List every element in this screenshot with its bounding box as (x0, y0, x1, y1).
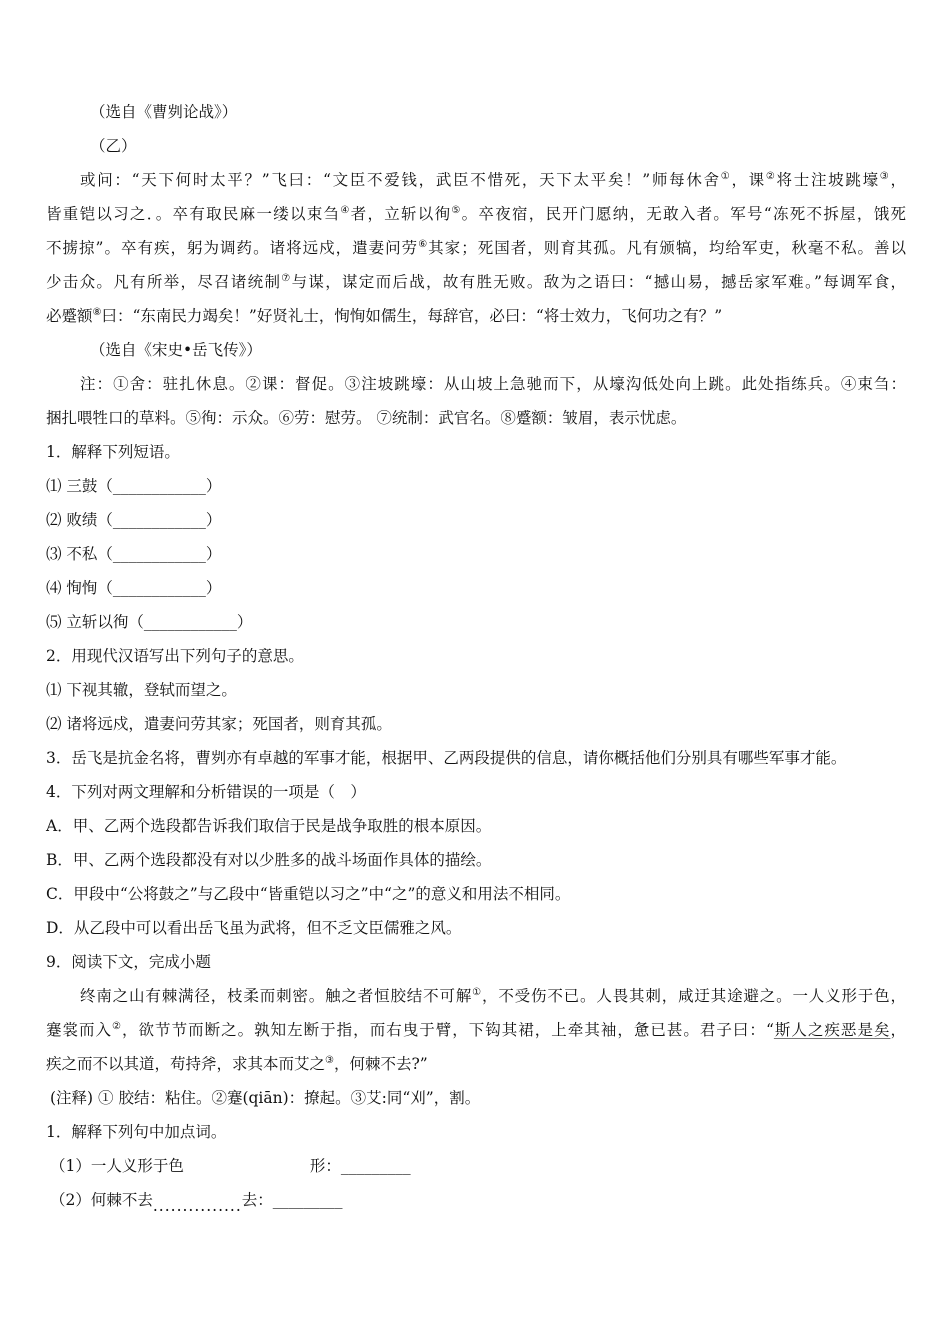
text-line (46, 265, 906, 299)
text-segment: 皆重铠以习之．。卒有取民麻一缕以束刍 (46, 205, 341, 223)
text-line (46, 775, 906, 809)
text-segment: 曰：“东南民力竭矣！”好贤礼士，恂恂如儒生，每辞官，必曰：“将士效力，飞何功之有？” (101, 307, 723, 325)
text-line (46, 639, 906, 673)
text-segment: 少击众。凡有所举，尽召诸统制 (46, 273, 282, 291)
text-line (46, 843, 906, 877)
text-segment: ，课 (731, 171, 766, 189)
text-segment: ⑶ 不私（____________） (46, 545, 222, 563)
text-segment: 蹇裳而入 (46, 1021, 113, 1039)
text-segment: (注释) ① 胶结：粘住。②蹇(qiān)：撩起。③艾:同“刈”，割。 (50, 1089, 481, 1107)
text-segment: ，何棘不去?” (333, 1055, 428, 1073)
text-segment: 将士注坡跳壕 (776, 171, 880, 189)
text-segment: B．甲、乙两个选段都没有对以少胜多的战斗场面作具体的描绘。 (46, 851, 492, 869)
footnote-marker: ④ (340, 205, 351, 216)
text-segment: 其家；死国者，则育其孤。凡有颁犒，均给军吏，秋毫不私。善以 (428, 239, 906, 257)
text-line (46, 809, 906, 843)
text-segment: 与谋，谋定而后战，故有胜无败。敌为之语曰：“撼山易，撼岳家军难。”每调军食， (291, 273, 906, 291)
text-line (46, 571, 906, 605)
footnote-marker: ③ (325, 1055, 334, 1066)
text-line (46, 401, 906, 435)
text-segment: ⑵ 败绩（____________） (46, 511, 222, 529)
text-segment: 2．用现代汉语写出下列句子的意思。 (46, 647, 304, 665)
text-line (46, 945, 906, 979)
text-segment: ，不受伤不已。人畏其刺，咸迂其途避之。一人义形于色， (481, 987, 906, 1005)
text-segment: 1．解释下列短语。 (46, 443, 180, 461)
text-segment: 捆扎喂牲口的草料。⑤徇：示众。⑥劳：慰劳。 ⑦统制：武官名。⑧蹙额：皱眉，表示忧虑。 (46, 409, 687, 427)
text-segment: D．从乙段中可以看出岳飞虽为武将，但不乏文臣儒雅之风。 (46, 919, 462, 937)
text-line (46, 231, 906, 265)
text-line (46, 537, 906, 571)
text-segment: ⑴ 三鼓（____________） (46, 477, 222, 495)
text-segment: 4．下列对两文理解和分析错误的一项是（ ） (46, 783, 366, 801)
text-segment: 去：_________ (241, 1191, 343, 1209)
text-segment: （选自《曹刿论战》） (90, 103, 238, 121)
text-line (46, 1013, 906, 1047)
text-segment: C．甲段中“公将鼓之”与乙段中“皆重铠以习之”中“之”的意义和用法不相同。 (46, 885, 571, 903)
footnote-marker: ① (472, 987, 482, 998)
text-line (46, 1047, 906, 1081)
text-line (46, 741, 906, 775)
text-line (46, 469, 906, 503)
text-line (46, 877, 906, 911)
text-segment: 不掳掠”。卒有疾，躬为调药。诸将远戍，遣妻问劳 (46, 239, 419, 257)
text-line (46, 163, 906, 197)
text-segment: 形：_________ (309, 1157, 411, 1175)
text-line (46, 503, 906, 537)
text-line (46, 707, 906, 741)
document-page (46, 95, 906, 1217)
text-line (46, 367, 906, 401)
text-line (46, 1081, 906, 1115)
text-segment: （2）何棘不去 (50, 1191, 153, 1209)
text-segment: ，欲节节而断之。孰知左断于指，而右曳于臂，下钩其裙，上牵其袖，惫已甚。君子曰：“ (122, 1021, 774, 1039)
footnote-marker: ⑤ (451, 205, 462, 216)
text-segment: ， (890, 1021, 906, 1039)
text-segment: A．甲、乙两个选段都告诉我们取信于民是战争取胜的根本原因。 (46, 817, 492, 835)
text-segment: （乙） (90, 137, 137, 155)
text-segment: 疾之而不以其道，苟持斧，求其本而艾之 (46, 1055, 326, 1073)
text-segment: 必蹙额 (46, 307, 93, 325)
footnote-marker: ② (765, 171, 777, 182)
text-segment: ， (890, 171, 906, 189)
text-segment: 终南之山有棘满径，枝柔而刺密。触之者恒胶结不可解 (80, 987, 473, 1005)
text-line (46, 673, 906, 707)
footnote-marker: ③ (879, 171, 891, 182)
footnote-marker: ⑥ (418, 239, 429, 250)
text-line (46, 333, 906, 367)
text-line (46, 129, 906, 163)
text-line (46, 1183, 906, 1217)
footnote-marker: ① (720, 171, 732, 182)
text-line (46, 95, 906, 129)
text-segment: 注：①舍：驻扎休息。②课：督促。③注坡跳壕：从山坡上急驰而下，从壕沟低处向上跳。此处指练兵。④束刍： (80, 375, 906, 393)
footnote-marker: ② (112, 1021, 123, 1032)
text-segment: ⑷ 恂恂（____________） (46, 579, 222, 597)
text-segment: ⑸ 立斩以徇（____________） (46, 613, 253, 631)
dotted-leader: ............... (152, 1197, 242, 1215)
text-line (46, 1149, 906, 1183)
text-line (46, 605, 906, 639)
text-segment: ⑵ 诸将远戍，遣妻问劳其家；死国者，则育其孤。 (46, 715, 392, 733)
text-line (46, 197, 906, 231)
text-line (46, 911, 906, 945)
text-segment: 或问：“天下何时太平？”飞曰：“文臣不爱钱，武臣不惜死，天下太平矣！”师每休舍 (80, 171, 721, 189)
footnote-marker: ⑦ (281, 273, 292, 284)
text-segment: 。卒夜宿，民开门愿纳，无敢入者。军号“冻死不拆屋，饿死 (461, 205, 906, 223)
text-segment: 3．岳飞是抗金名将，曹刿亦有卓越的军事才能，根据甲、乙两段提供的信息，请你概括他们分别具有哪些军事才能。 (46, 749, 847, 767)
text-line (46, 1115, 906, 1149)
text-segment: 者，立斩以徇 (350, 205, 452, 223)
text-segment: 9．阅读下文，完成小题 (46, 953, 211, 971)
text-segment: 1．解释下列句中加点词。 (46, 1123, 227, 1141)
text-line (46, 435, 906, 469)
text-line (46, 979, 906, 1013)
underlined-text: 斯人之疾恶是矣 (773, 1021, 891, 1039)
text-segment: ⑴ 下视其辙，登轼而望之。 (46, 681, 237, 699)
text-line (46, 299, 906, 333)
footnote-marker: ⑧ (92, 307, 102, 318)
text-segment: （1）一人义形于色 (50, 1157, 184, 1175)
text-segment: （选自《宋史•岳飞传》） (90, 341, 262, 359)
